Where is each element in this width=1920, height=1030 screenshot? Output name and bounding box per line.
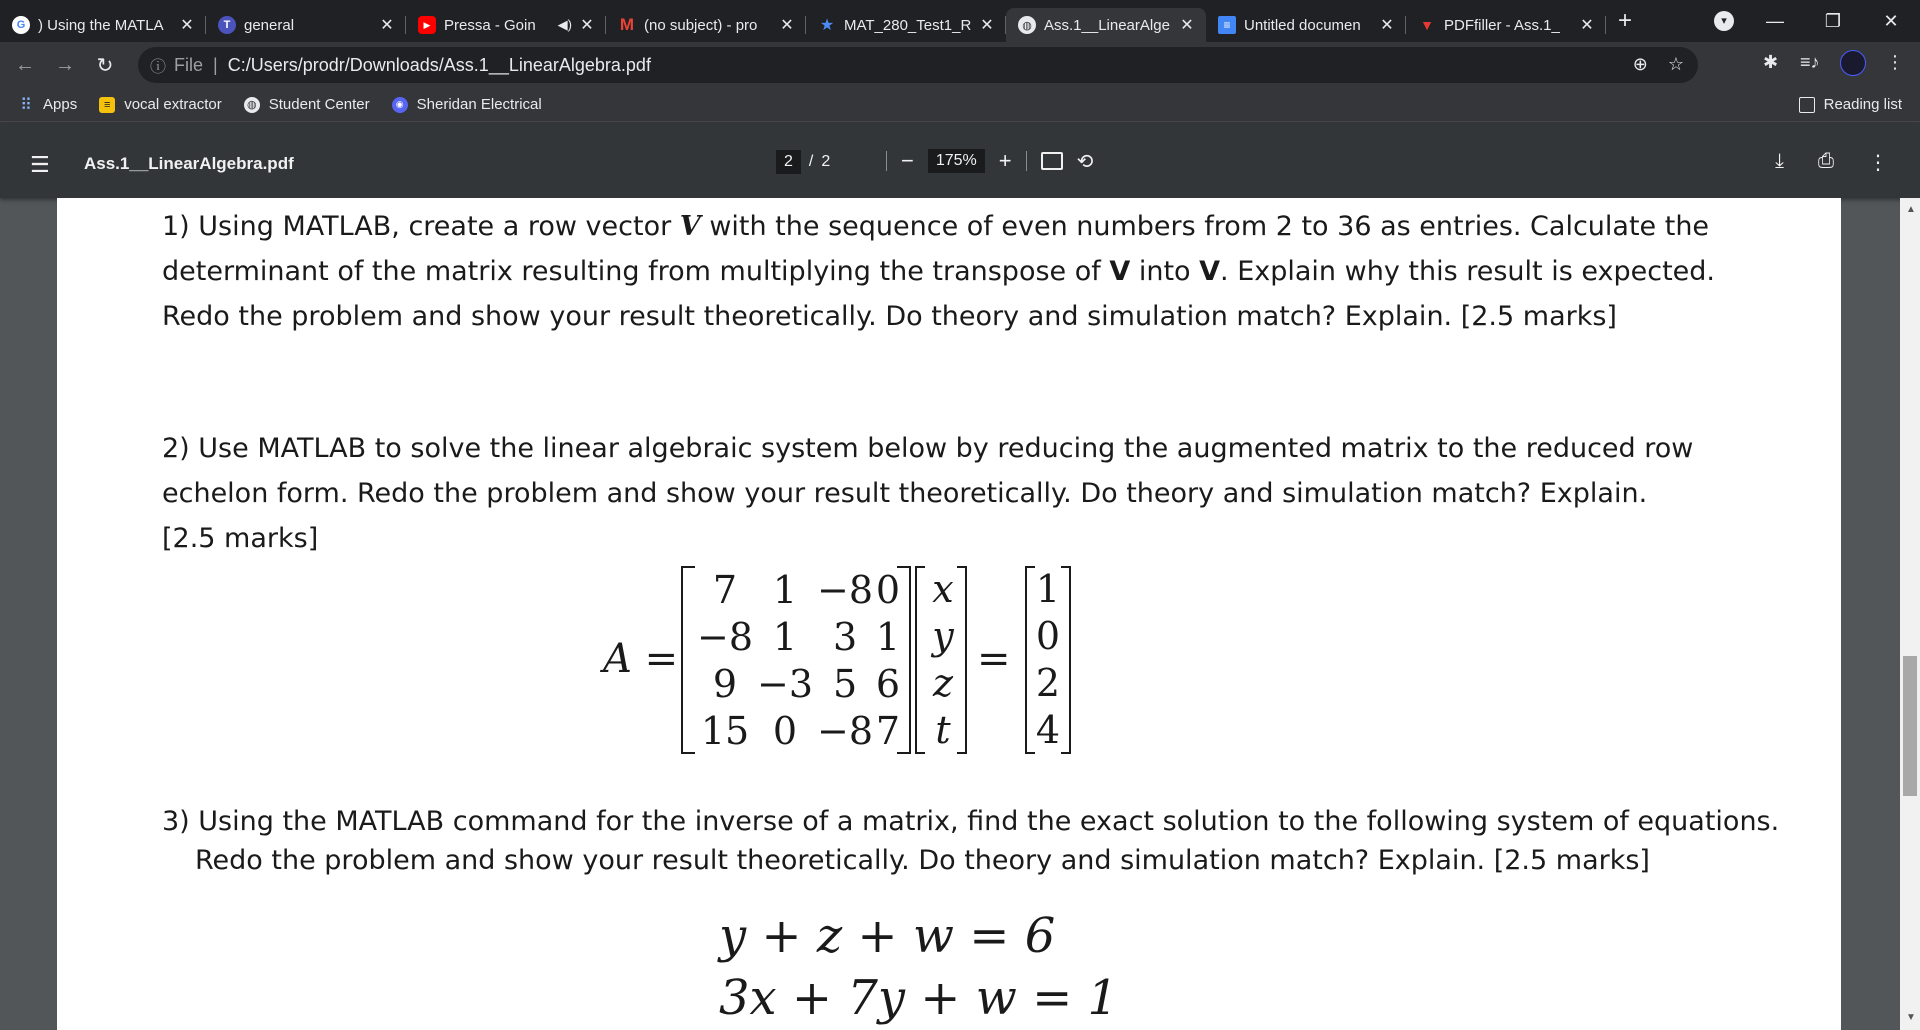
- pdf-menu-icon[interactable]: ☰: [30, 152, 50, 177]
- menu-icon[interactable]: ⋮: [1886, 52, 1904, 72]
- close-icon[interactable]: ✕: [980, 17, 994, 34]
- equation-2: 3x + 7y + w = 1: [719, 970, 1119, 1026]
- tab-title: Ass.1__LinearAlge: [1044, 16, 1170, 34]
- tab-mat280[interactable]: [806, 8, 1006, 42]
- tab-general[interactable]: [206, 8, 406, 42]
- close-window-icon[interactable]: ✕: [1883, 10, 1899, 31]
- bookmark-sheridan-electrical[interactable]: ◉ Sheridan Electrical: [392, 96, 542, 113]
- zoom-out-button[interactable]: −: [901, 148, 914, 173]
- globe-icon: ◍: [244, 97, 260, 113]
- tab-gmail[interactable]: [606, 8, 806, 42]
- rhs-vector: 1 0 2 4: [1035, 567, 1061, 752]
- tab-untitled-doc[interactable]: [1206, 8, 1406, 42]
- close-icon[interactable]: ✕: [380, 17, 394, 34]
- teams-icon: T: [218, 16, 236, 34]
- reading-list-button[interactable]: Reading list: [1799, 96, 1902, 113]
- zoom-controls: [886, 148, 1093, 174]
- page-total: 2: [821, 153, 831, 170]
- scroll-up-icon[interactable]: ▲: [1906, 204, 1916, 215]
- tab-using-matlab[interactable]: [0, 8, 206, 42]
- apps-grid-icon: ⠿: [20, 96, 32, 114]
- new-tab-button[interactable]: +: [1618, 7, 1633, 34]
- globe-icon: ◍: [1018, 16, 1036, 34]
- matrix-row: −8 1 3 1: [696, 614, 901, 659]
- fit-page-icon[interactable]: [1041, 152, 1063, 170]
- tab-pdffiller[interactable]: [1406, 8, 1606, 42]
- variable-vector: x y z t: [932, 567, 954, 752]
- url-scheme: File: [174, 54, 204, 75]
- scroll-down-icon[interactable]: ▼: [1906, 1012, 1916, 1023]
- info-icon[interactable]: ⓘ: [150, 58, 167, 76]
- rotate-icon[interactable]: ⟲: [1076, 150, 1094, 173]
- pdf-page: [57, 198, 1841, 1030]
- gmail-icon: M: [619, 15, 635, 34]
- matrix-row: 7 1 −8 0: [712, 567, 901, 612]
- tab-strip: [0, 0, 1920, 42]
- bookmark-vocal-extractor[interactable]: ≡ vocal extractor: [99, 96, 222, 113]
- zoom-level-input[interactable]: 175%: [928, 149, 985, 173]
- window-controls: [1746, 0, 1920, 42]
- close-icon[interactable]: ✕: [180, 17, 194, 34]
- zoom-icon[interactable]: ⊕: [1632, 54, 1648, 74]
- page-indicator: 2 / 2: [776, 150, 830, 174]
- close-icon[interactable]: ✕: [780, 17, 794, 34]
- matrix-row: 9 −3 5 6: [712, 661, 901, 706]
- bookmark-star-icon[interactable]: ☆: [1667, 54, 1684, 74]
- browser-toolbar: [0, 42, 1920, 88]
- print-icon[interactable]: ⎙: [1818, 150, 1834, 172]
- tab-title: MAT_280_Test1_R: [844, 16, 972, 34]
- question-1: 1) Using MATLAB, create a row vector V with the sequence of even numbers from 2 to 36 as entries. Calculate the determinant of the matrix resulting from multiplying the transpose of V into V. Explain why this result is expected. Redo the problem and show your result theoretically. Do theory and simulation match? Explain. [2.5 marks]: [162, 211, 1715, 332]
- bookmarks-bar: [0, 88, 1920, 122]
- matrix-row: 15 0 −8 7: [700, 708, 901, 753]
- tab-title: PDFfiller - Ass.1_: [1444, 16, 1560, 34]
- back-icon[interactable]: ←: [15, 53, 35, 76]
- reading-list-icon: [1799, 97, 1815, 113]
- avatar[interactable]: [1840, 50, 1866, 76]
- google-icon: G: [12, 16, 30, 34]
- question-3: 3) Using the MATLAB command for the inverse of a matrix, find the exact solution to the following system of equations. Redo the problem and show your result theoretically. Do theory and simulation match? Explain. [2.5 marks]: [162, 806, 1780, 876]
- matrix-equation: [603, 558, 1123, 758]
- question-2: 2) Use MATLAB to solve the linear algebraic system below by reducing the augmented matrix to the reduced row echelon form. Redo the problem and show your result theoretically. Do theory and simulation match? Explain. [2.5 marks]: [162, 433, 1694, 554]
- forward-icon[interactable]: →: [55, 53, 75, 76]
- coefficient-matrix: [695, 566, 901, 754]
- pdf-toolbar: [0, 122, 1920, 198]
- star-icon: ★: [819, 17, 835, 34]
- tab-title: Untitled documen: [1244, 16, 1361, 34]
- close-icon[interactable]: ✕: [1180, 17, 1194, 34]
- close-icon[interactable]: ✕: [1380, 17, 1394, 34]
- download-icon[interactable]: ⤓: [1775, 150, 1784, 172]
- url-text[interactable]: C:/Users/prodr/Downloads/Ass.1__LinearAlgebra.pdf: [227, 54, 651, 75]
- discord-icon: ◉: [392, 97, 408, 113]
- page-number-input[interactable]: 2: [776, 150, 801, 174]
- pdffiller-icon: ▼: [1420, 17, 1434, 33]
- minimize-icon[interactable]: —: [1766, 10, 1784, 31]
- media-control-icon[interactable]: ≡♪: [1800, 52, 1820, 72]
- tab-title: general: [244, 16, 295, 34]
- tab-title: (no subject) - pro: [644, 16, 758, 34]
- equation-1: y + z + w = 6: [719, 908, 1056, 964]
- tab-pressa[interactable]: [406, 8, 606, 42]
- scroll-thumb[interactable]: [1903, 656, 1917, 796]
- more-icon[interactable]: ⋮: [1868, 152, 1888, 174]
- docs-icon: ≡: [1218, 16, 1236, 34]
- tab-title: Pressa - Goin: [444, 16, 536, 34]
- tab-linear-algebra[interactable]: [1006, 8, 1206, 42]
- close-icon[interactable]: ✕: [580, 17, 594, 34]
- close-icon[interactable]: ✕: [1580, 17, 1594, 34]
- bookmark-student-center[interactable]: ◍ Student Center: [244, 96, 370, 113]
- equals-sign: =: [977, 636, 1011, 682]
- pdf-title: Ass.1__LinearAlgebra.pdf: [84, 154, 294, 173]
- extensions-icon[interactable]: ✱: [1763, 52, 1779, 72]
- zoom-in-button[interactable]: +: [998, 148, 1012, 173]
- url-divider: |: [213, 54, 218, 75]
- vertical-scrollbar[interactable]: [1900, 198, 1920, 1030]
- restore-icon[interactable]: ❐: [1824, 10, 1842, 31]
- address-bar[interactable]: [138, 47, 1698, 83]
- reload-icon[interactable]: ↻: [96, 54, 114, 77]
- bookmark-apps[interactable]: ⠿ Apps: [18, 96, 77, 113]
- matrix-label: A =: [603, 636, 679, 682]
- vocal-extractor-icon: ≡: [99, 97, 115, 113]
- tab-search-icon[interactable]: ▾: [1714, 11, 1734, 31]
- speaker-icon[interactable]: ◀): [557, 17, 572, 32]
- youtube-icon: ▶: [418, 16, 436, 34]
- tab-title: ) Using the MATLA: [38, 16, 164, 34]
- pdf-actions: [1775, 150, 1888, 175]
